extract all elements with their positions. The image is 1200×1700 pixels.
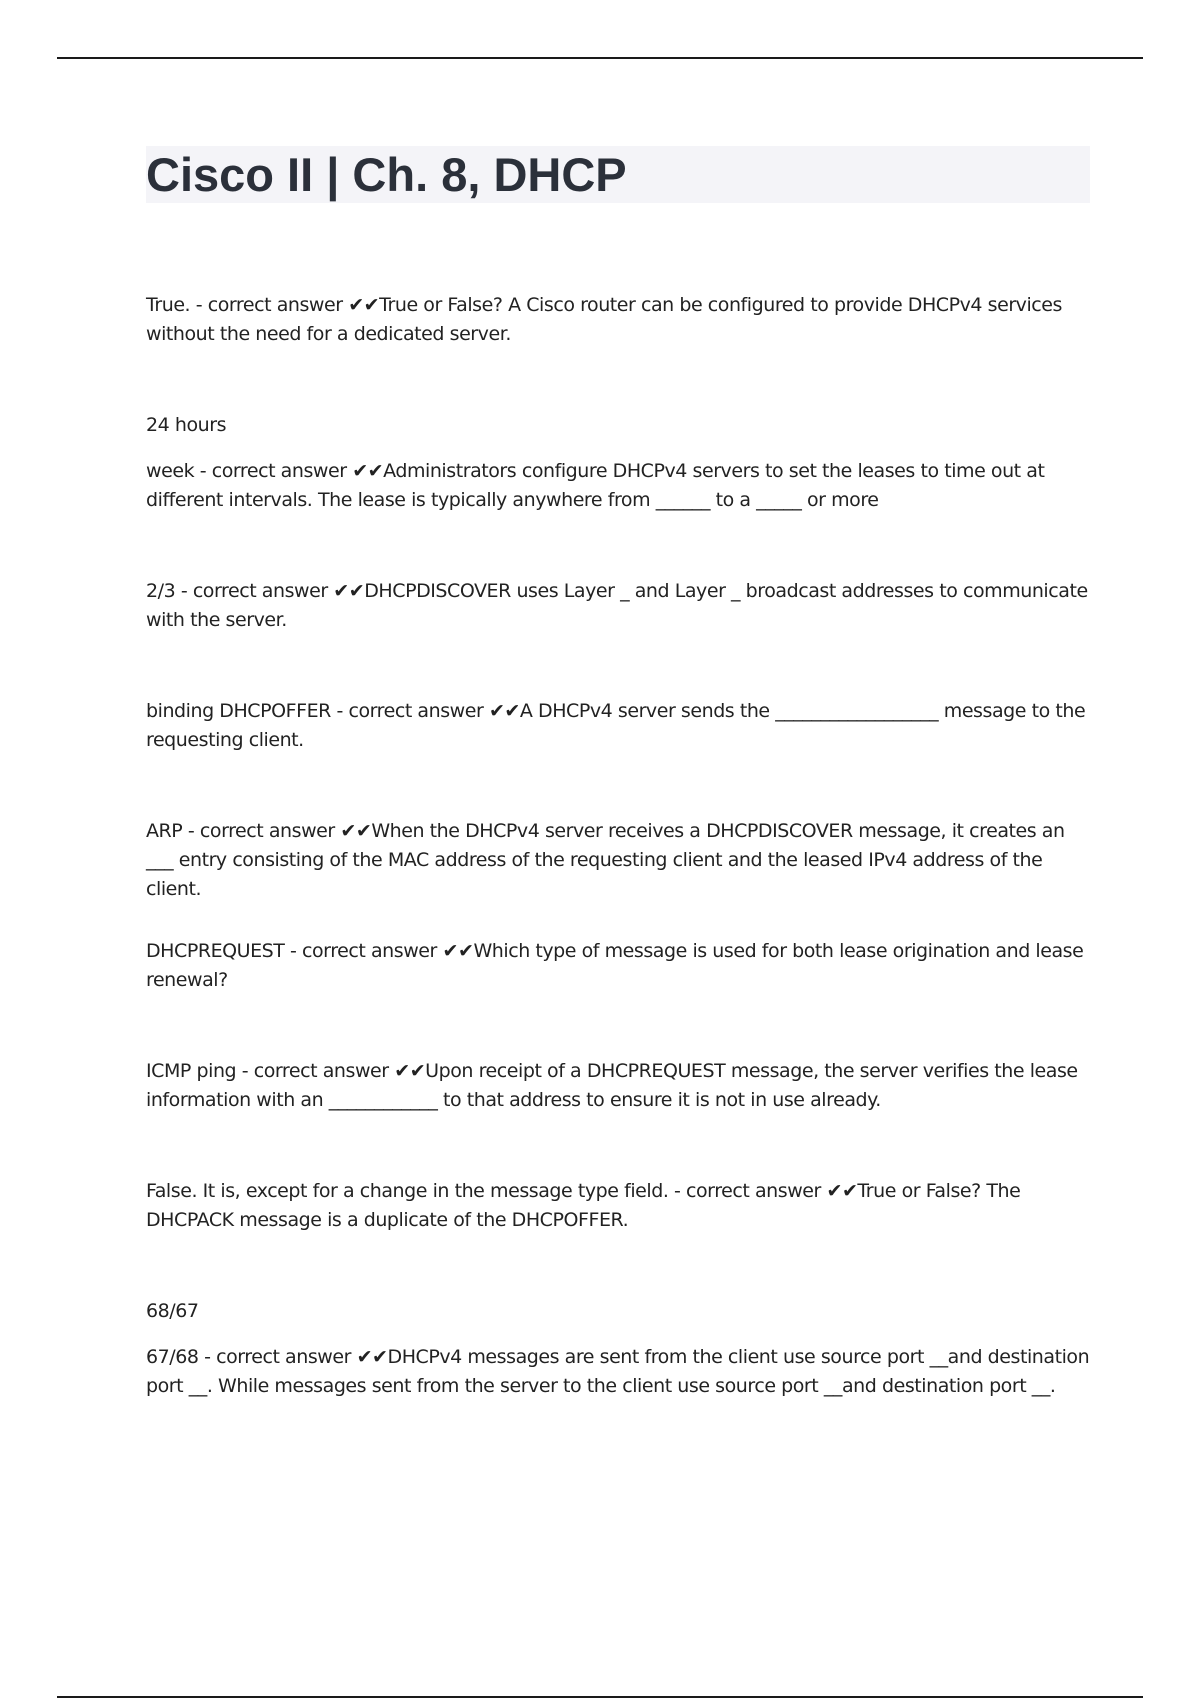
- qa-entry-5: ARP - correct answer ✔✔When the DHCPv4 server receives a DHCPDISCOVER message, it creates an ___ entry consisting of the MAC address of the requesting client and the leased IPv4 address of the client.: [146, 820, 1065, 900]
- qa-entry-3: 2/3 - correct answer ✔✔DHCPDISCOVER uses Layer _ and Layer _ broadcast addresses to communicate with the server.: [146, 580, 1088, 631]
- qa-entry-1: True. - correct answer ✔✔True or False? A Cisco router can be configured to provide DHCPv4 services without the need for a dedicated server.: [146, 294, 1062, 345]
- qa-entry-8: False. It is, except for a change in the message type field. - correct answer ✔✔True or False? The DHCPACK message is a duplicate of the DHCPOFFER.: [146, 1180, 1021, 1231]
- qa-entry-4: binding DHCPOFFER - correct answer ✔✔A DHCPv4 server sends the __________________ message to the requesting client.: [146, 700, 1086, 751]
- qa-entry-2-answer-part: 24 hours: [146, 414, 227, 436]
- qa-entry-9: 67/68 - correct answer ✔✔DHCPv4 messages are sent from the client use source port __and destination port __. While messages sent from the server to the client use source port __and destination port __.: [146, 1346, 1090, 1397]
- bottom-rule: [57, 1696, 1143, 1698]
- qa-entry-7: ICMP ping - correct answer ✔✔Upon receipt of a DHCPREQUEST message, the server verifies the lease information with an ____________ to that address to ensure it is not in use already.: [146, 1060, 1078, 1111]
- document-title: Cisco II | Ch. 8, DHCP: [146, 148, 627, 201]
- qa-entry-9-answer-part: 68/67: [146, 1300, 199, 1322]
- qa-entry-2: week - correct answer ✔✔Administrators configure DHCPv4 servers to set the leases to time out at different intervals. The lease is typically anywhere from ______ to a _____ or more: [146, 460, 1045, 511]
- qa-entry-6: DHCPREQUEST - correct answer ✔✔Which type of message is used for both lease origination and lease renewal?: [146, 940, 1084, 991]
- top-rule: [57, 57, 1143, 59]
